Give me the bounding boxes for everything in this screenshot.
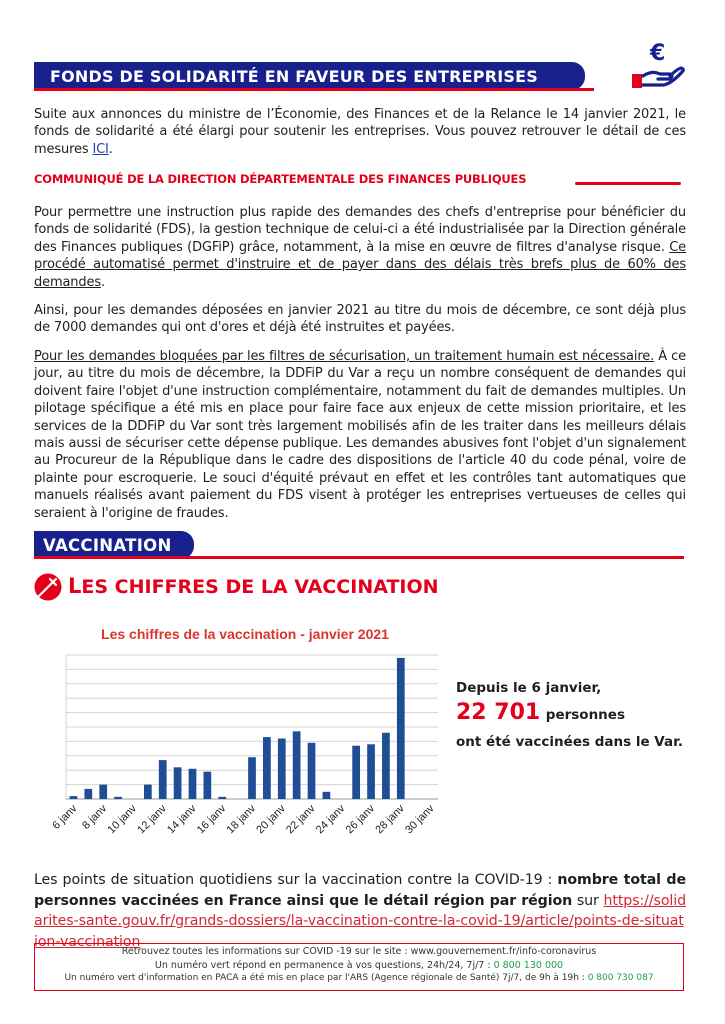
fds-intro-end: . (108, 141, 113, 157)
stat-number: 22 701 (456, 700, 541, 725)
bottom-bold-text: nombre total de personnes vaccinées en France ainsi que le détail région par région (34, 872, 687, 909)
chart-bar-7-janv (84, 789, 92, 799)
stat-end: ont été vaccinées dans le Var. (456, 734, 683, 750)
section-title-initial: L (68, 574, 82, 598)
chart-bar-25-janv (352, 746, 360, 799)
fds-paragraph-1 (34, 204, 686, 291)
chart-bar-12-janv (159, 760, 167, 799)
footer-info-box (34, 943, 684, 991)
chart-x-tick-label: 14 janv (165, 802, 199, 837)
footer-phone-1[interactable]: 0 800 130 000 (493, 959, 564, 971)
chart-bar-16-janv (218, 797, 226, 799)
fds-p2-text: Ainsi, pour les demandes déposées en janvier 2021 au titre du mois de décembre, ce sont déjà plus de 7000 demandes qui ont d'ores et déjà été instruites et payées. (34, 303, 686, 336)
section-title-rest: ES CHIFFRES DE LA VACCINATION (81, 576, 439, 598)
fds-banner-title: FONDS DE SOLIDARITÉ EN FAVEUR DES ENTREPRISES (50, 66, 538, 86)
chart-x-ticks (50, 802, 437, 836)
footer-line-2 (35, 959, 683, 973)
chart-bar-27-janv (382, 733, 390, 799)
fds-p3-text: À ce jour, au titre du mois de décembre, la DDFiP du Var a reçu un nombre conséquent de demandes qui doivent faire l'objet d'une instruction complémentaire, notamment du fait de demandes multiples. Un pilotage spécifique a été mis en place pour faire face aux enjeux de cette mission prioritaire, et les services de la DDFiP du Var sont très largement mobilisés afin de les traiter dans les meilleurs délais mais aussi de sécuriser cette dépense publique. Les demandes abusives font l'objet d'un signalement au Procureur de la République dans le cadre des dispositions de l'article 40 du code pénal, voire de plainte pour escroquerie. Le souci d'équité prévaut en effet et les contrôles tant automatiques que manuels réalisés avant paiement du FDS visent à protéger les entreprises vertueuses de celles qui seraient à l'origine de fraudes. (34, 349, 687, 521)
stat-people: personnes (545, 707, 625, 723)
footer-line-2-text: Un numéro vert répond en permanence à vos questions, 24h/24, 7j/7 : (154, 959, 494, 971)
fds-p1-text: Pour permettre une instruction plus rapide des demandes des chefs d'entreprise pour bénéficier du fonds de solidarité (FDS), la gestion technique de celui-ci a été industrialisée par la Direction générale des Finances publiques (DGFiP) grâce, notamment, à la mise en œuvre de filtres d'analyse risque. (34, 205, 686, 255)
footer-line-1: Retrouvez toutes les informations sur COVID -19 sur le site : www.gouvernement.fr/info-coronavirus (121, 946, 597, 957)
stat-since: Depuis le 6 janvier, (456, 680, 602, 696)
chart-bar-11-janv (144, 785, 152, 799)
fds-p3-underlined: Pour les demandes bloquées par les filtres de sécurisation, un traitement humain est nécessaire. (34, 349, 655, 364)
vaccination-banner-underline (34, 556, 684, 559)
chart-bar-14-janv (189, 769, 197, 799)
chart-bar-13-janv (174, 767, 182, 799)
fds-p1-underlined: Ce procédé automatisé permet d'instruire et de payer dans des délais très brefs plus de 60% des demandes (34, 239, 686, 290)
chart-x-tick-label: 10 janv (105, 802, 140, 837)
vaccination-banner-title: VACCINATION (43, 535, 172, 555)
chart-x-tick-label: 16 janv (194, 802, 229, 837)
footer-phone-2[interactable]: 0 800 730 087 (587, 973, 654, 983)
chart-x-tick-label: 12 janv (135, 802, 169, 837)
vaccination-bar-chart (40, 645, 450, 845)
bottom-text: Les points de situation quotidiens sur la vaccination contre la COVID-19 : (34, 872, 558, 888)
chart-bar-8-janv (99, 785, 107, 799)
bottom-sur: sur (572, 892, 604, 909)
fds-banner-underline (34, 88, 594, 91)
chart-bar-23-janv (323, 792, 331, 799)
fds-intro-paragraph (34, 106, 686, 158)
chart-bar-20-janv (278, 739, 286, 799)
chart-bar-28-janv (397, 658, 405, 799)
chart-x-tick-label: 22 janv (284, 802, 318, 837)
stat-number-line (456, 700, 625, 725)
chart-bar-15-janv (203, 772, 211, 799)
communique-heading-line (575, 182, 681, 185)
chart-x-tick-label: 24 janv (313, 802, 348, 837)
chart-bar-22-janv (308, 743, 316, 799)
chart-x-tick-label: 18 janv (224, 802, 259, 837)
chart-x-tick-label: 28 janv (373, 802, 407, 837)
vaccination-section-title (68, 574, 439, 598)
euro-hand-icon (630, 38, 686, 90)
fds-paragraph-2 (34, 302, 686, 337)
chart-bar-6-janv (70, 796, 78, 799)
chart-bar-18-janv (248, 757, 256, 799)
fds-p1-end: . (100, 274, 105, 290)
chart-x-tick-label: 26 janv (343, 802, 378, 837)
chart-title: Les chiffres de la vaccination - janvier 2021 (101, 626, 389, 642)
chart-bar-26-janv (367, 744, 375, 799)
vaccination-banner (34, 531, 194, 559)
chart-x-tick-label: 30 janv (403, 802, 437, 837)
syringe-icon (34, 573, 62, 601)
chart-bar-9-janv (114, 797, 122, 799)
vaccination-bottom-paragraph (34, 870, 686, 952)
points-de-situation-link[interactable]: https://solidarites-sante.gouv.fr/grands-dossiers/la-vaccination-contre-la-covid-19/article/points-de-situation-vaccination (34, 892, 686, 950)
fds-banner (34, 62, 585, 90)
footer-line-3 (35, 972, 683, 986)
chart-x-tick-label: 6 janv (50, 802, 80, 832)
footer-line-3-text: Un numéro vert d'information en PACA a été mis en place par l'ARS (Agence régionale de Santé) 7j/7, de 9h à 19h : (64, 973, 588, 983)
svg-text:€: € (650, 41, 666, 66)
chart-bars (70, 658, 405, 799)
chart-bar-19-janv (263, 737, 271, 799)
fds-paragraph-3 (34, 348, 686, 522)
chart-bar-21-janv (293, 731, 301, 799)
chart-x-tick-label: 20 janv (254, 802, 288, 837)
fds-intro-text: Suite aux annonces du ministre de l’Économie, des Finances et de la Relance le 14 janvier 2021, le fonds de solidarité a été élargi pour soutenir les entreprises. Vous pouvez retrouver le détail de ces mesures (34, 107, 686, 157)
communique-heading: COMMUNIQUÉ DE LA DIRECTION DÉPARTEMENTALE DES FINANCES PUBLIQUES (34, 172, 527, 186)
chart-x-tick-label: 8 janv (80, 802, 110, 832)
ici-link[interactable]: ICI (92, 141, 109, 157)
